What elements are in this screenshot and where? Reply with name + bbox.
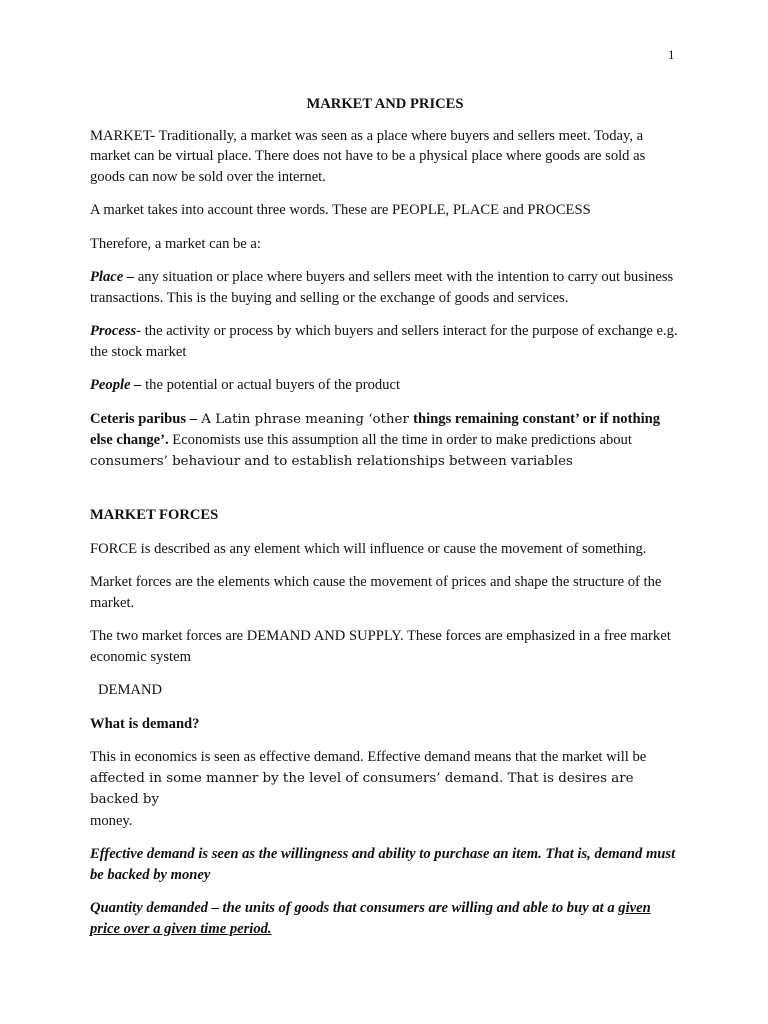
ceteris-bold: things remaining constant’ or if nothing else change’. [90,410,661,448]
effective-text-2: affected in some manner by the level of consumers’ demand. That is desires are backed by [90,770,634,807]
heading-demand: DEMAND [98,682,163,698]
term-people: People – [90,377,142,393]
paragraph-quantity-demanded [90,898,680,939]
paragraph-effective-demand [90,747,680,831]
definition-place-text: any situation or place where buyers and sellers meet with the intention to carry out business transactions. This is the buying and selling or the exchange of goods and services. [90,269,674,306]
definition-process [90,321,680,362]
definition-process-text: the activity or process by which buyers and sellers interact for the purpose of exchange e.g. the stock market [90,323,678,360]
page-number: 1 [668,47,675,62]
definition-people [90,375,680,396]
paragraph-market-forces: Market forces are the elements which cause the movement of prices and shape the structure of the market. [90,574,662,611]
ceteris-text-2: Economists use this assumption all the time in order to make predictions about [168,432,632,448]
document-body [90,94,680,952]
paragraph-therefore: Therefore, a market can be a: [90,235,261,252]
definition-place [90,267,680,308]
term-ceteris-paribus: Ceteris paribus – [90,410,198,427]
heading-what-is-demand: What is demand? [90,715,200,732]
definition-ceteris-paribus [90,409,680,473]
term-place: Place – [90,269,135,285]
document-title: MARKET AND PRICES [306,96,464,112]
paragraph-effective-demand-definition: Effective demand is seen as the willingness and ability to purchase an item. That is, demand must be backed by money [90,846,676,883]
effective-text-3: money. [90,812,133,829]
paragraph-market: MARKET- Traditionally, a market was seen as a place where buyers and sellers meet. Today, a market can be virtual place. There does not have to be a physical place where goods are sold as goods can now be sold over the internet. [90,127,646,185]
ceteris-text-1: A Latin phrase meaning ‘other [197,411,414,427]
definition-people-text: the potential or actual buyers of the product [141,377,401,393]
term-process: Process- [90,323,142,339]
quantity-text: Quantity demanded – the units of goods that consumers are willing and able to buy at a [90,900,619,916]
paragraph-two-forces: The two market forces are DEMAND AND SUPPLY. These forces are emphasized in a free market economic system [90,628,671,665]
paragraph-force: FORCE is described as any element which will influence or cause the movement of something. [90,540,647,557]
heading-market-forces: MARKET FORCES [90,507,219,523]
quantity-underlined: given price over a given time period. [90,900,651,937]
paragraph-three-words: A market takes into account three words. These are PEOPLE, PLACE and PROCESS [90,202,591,218]
effective-text-1: This in economics is seen as effective demand. Effective demand means that the market will be [90,749,647,765]
ceteris-text-3: consumers’ behaviour and to establish relationships between variables [90,453,573,469]
